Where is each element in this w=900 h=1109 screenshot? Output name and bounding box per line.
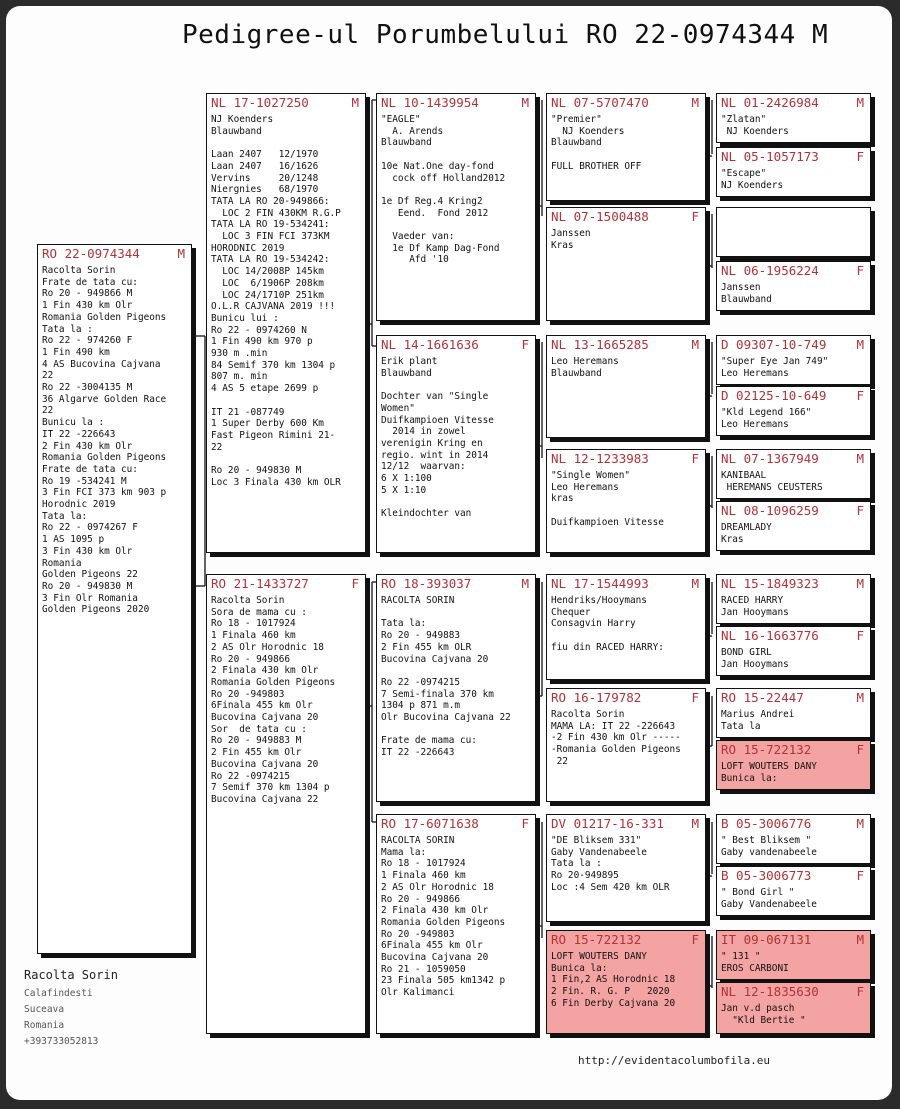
pigeon-details xyxy=(717,209,870,213)
ring-number: NL 07-1500488 xyxy=(551,209,649,224)
pigeon-card-dds xyxy=(546,814,706,922)
ring-number: RO 16-179782 xyxy=(551,690,642,705)
sex-marker: F xyxy=(856,628,864,643)
ring-number: IT 09-067131 xyxy=(721,932,812,947)
pigeon-details: "Single Women" Leo Heremans kras Duifkampioen Vitesse xyxy=(551,470,664,528)
ring-number: B 05-3006776 xyxy=(721,816,812,831)
pigeon-details: "Premier" NJ Koenders Blauwband FULL BROTHER OFF xyxy=(551,114,642,172)
pedigree-sheet xyxy=(6,6,892,1100)
ring-number: NL 14-1661636 xyxy=(381,337,479,352)
owner-country: Romania xyxy=(24,1020,65,1031)
sex-marker: F xyxy=(691,690,699,705)
pigeon-details: NJ Koenders Blauwband Laan 2407 12/1970 Laan 2407 16/1626 Vervins 20/1248 Niergnies 68/1970 TATA LA RO 20-949866: LOC 2 FIN 430KM R.G.P TATA LA RO 19-534241: LOC 3 FIN FCI 373KM HORODNIC 2019 TATA LA RO 19-534242: LOC 14/2008P 145km LOC 6/1906P 208km LOC 24/1710P 251km O.L.R CAJVANA 2019 !!! Bunicu lui : Ro 22 - 0974260 N 1 Fin 490 km 970 p 930 m .min 84 Semif 370 km 1304 p 807 m. min 4 AS 5 etape 2699 p IT 21 -087749 1 Super Derby 600 Km Fast Pigeon Rimini 21- 22 Ro 20 - 949830 M Loc 3 Finala 430 km OLR xyxy=(211,114,341,488)
pigeon-details: "EAGLE" A. Arends Blauwband 10e Nat.One day-fond cock off Holland2012 1e Df Reg.4 Kring2 Eend. Fond 2012 Vaeder van: 1e Df Kamp Dag-Fond Afd '10 xyxy=(381,114,506,266)
pigeon-details: Racolta Sorin Sora de mama cu : Ro 18 - 1017924 1 Finala 460 km 2 AS Olr Horodnic 18 Ro 20 - 949866 2 Finala 430 km Olr Romania Golden Pigeons Ro 20 -949803 6Finala 455 km Olr Bucovina Cajvana 20 Sor de tata cu : Ro 20 - 949883 M 2 Fin 455 km Olr Bucovina Cajvana 20 Ro 22 -0974215 7 Semif 370 km 1304 p Bucovina Cajvana 22 xyxy=(211,595,336,805)
pigeon-details: " 131 " EROS CARBONI xyxy=(721,951,789,974)
sex-marker: F xyxy=(856,263,864,278)
pigeon-details: Hendriks/Hooymans Chequer Consagvin Harry fiu din RACED HARRY: xyxy=(551,595,664,653)
pigeon-card-ds xyxy=(376,574,536,802)
ring-number: RO 21-1433727 xyxy=(211,576,309,591)
sex-marker: M xyxy=(856,337,864,352)
pigeon-card-dsd xyxy=(546,688,706,802)
pigeon-details: Leo Heremans Blauwband xyxy=(551,356,619,379)
pigeon-card-sdds xyxy=(716,449,871,499)
pigeon-details: BOND GIRL Jan Hooymans xyxy=(721,647,789,670)
sex-marker: F xyxy=(856,388,864,403)
ring-number: NL 08-1096259 xyxy=(721,503,819,518)
sex-marker: F xyxy=(691,451,699,466)
page-title: Pedigree-ul Porumbelului RO 22-0974344 M xyxy=(182,20,829,50)
pigeon-card-ssdd xyxy=(716,261,871,311)
owner-phone: +393733052813 xyxy=(24,1036,99,1047)
owner-locality: Calafindesti xyxy=(24,988,93,999)
pigeon-card-dsds xyxy=(716,688,871,738)
pigeon-details: "Zlatan" NJ Koenders xyxy=(721,114,789,137)
sex-marker: M xyxy=(691,95,699,110)
ring-number: RO 15-722132 xyxy=(551,932,642,947)
ring-number: NL 10-1439954 xyxy=(381,95,479,110)
pigeon-card-ddd xyxy=(546,930,706,1034)
pigeon-card-ssd xyxy=(546,207,706,321)
ring-number: RO 17-6071638 xyxy=(381,816,479,831)
sex-marker: F xyxy=(691,209,699,224)
pigeon-details: LOFT WOUTERS DANY Bunica la: 1 Fin,2 AS Horodnic 18 2 Fin. R. G. P 2020 6 Fin Derby Cajvana 20 xyxy=(551,951,676,1009)
sex-marker: M xyxy=(856,95,864,110)
pigeon-card-sddd xyxy=(716,501,871,551)
pigeon-card-sssd xyxy=(716,147,871,197)
sex-marker: M xyxy=(856,690,864,705)
ring-number: B 05-3006773 xyxy=(721,868,812,883)
ring-number: NL 07-5707470 xyxy=(551,95,649,110)
pigeon-details: RACOLTA SORIN Mama la: Ro 18 - 1017924 1 Finala 460 km 2 AS Olr Horodnic 18 Ro 20 - 949866 2 Finala 430 km Olr Romania Golden Pigeons Ro 20 -949803 6Finala 455 km Olr Bucovina Cajvana 20 Ro 21 - 1059050 23 Finala 505 km1342 p Olr Kalimanci xyxy=(381,835,506,999)
pigeon-card-ddds xyxy=(716,930,871,980)
pigeon-card-dd xyxy=(376,814,536,1034)
sex-marker: M xyxy=(856,576,864,591)
ring-number: NL 12-1835630 xyxy=(721,984,819,999)
sex-marker: M xyxy=(691,337,699,352)
website-url: http://evidentacolumbofila.eu xyxy=(578,1054,771,1067)
pigeon-details: "Super Eye Jan 749" Leo Heremans xyxy=(721,356,829,379)
pigeon-details: Jan v.d pasch "Kld Bertie " xyxy=(721,1003,806,1026)
sex-marker: F xyxy=(856,149,864,164)
pigeon-card-dsdd xyxy=(716,740,871,790)
pigeon-details: RACOLTA SORIN Tata la: Ro 20 - 949883 2 Fin 455 km OLR Bucovina Cajvana 20 Ro 22 -0974215 7 Semi-finala 370 km 1304 p 871 m.m Olr Bucovina Cajvana 22 Frate de mama cu: IT 22 -226643 xyxy=(381,595,511,759)
pigeon-card-dssd xyxy=(716,626,871,676)
pigeon-card-dss xyxy=(546,574,706,680)
ring-number: DV 01217-16-331 xyxy=(551,816,664,831)
ring-number: RO 15-22447 xyxy=(721,690,804,705)
ring-number: NL 01-2426984 xyxy=(721,95,819,110)
pigeon-details: RACED HARRY Jan Hooymans xyxy=(721,595,789,618)
sex-marker: M xyxy=(521,95,529,110)
ring-number: NL 16-1663776 xyxy=(721,628,819,643)
pigeon-card-ddss xyxy=(716,814,871,864)
pigeon-details: Marius Andrei Tata la xyxy=(721,709,795,732)
pigeon-details: Racolta Sorin MAMA LA: IT 22 -226643 -2 Fin 430 km Olr ----- -Romania Golden Pigeons 22 xyxy=(551,709,681,767)
pigeon-card-ssss xyxy=(716,93,871,143)
pigeon-details: " Bond Girl " Gaby Vandenabeele xyxy=(721,887,817,910)
sex-marker: F xyxy=(856,868,864,883)
sex-marker: F xyxy=(691,932,699,947)
pigeon-details: DREAMLADY Kras xyxy=(721,522,772,545)
ring-number: NL 15-1849323 xyxy=(721,576,819,591)
sex-marker: F xyxy=(351,576,359,591)
pigeon-details: Erik plant Blauwband Dochter van "Single Women" Duifkampioen Vitesse 2014 in zowel verenigin Kring en regio. wint in 2014 12/12 waarvan: 6 X 1:100 5 X 1:10 Kleindochter van xyxy=(381,356,494,520)
pigeon-card-dam xyxy=(206,574,366,1034)
owner-name: Racolta Sorin xyxy=(24,968,118,982)
sex-marker: F xyxy=(521,816,529,831)
ring-number: RO 22-0974344 xyxy=(42,246,140,261)
ring-number: NL 17-1544993 xyxy=(551,576,649,591)
sex-marker: M xyxy=(521,576,529,591)
ring-number: NL 12-1233983 xyxy=(551,451,649,466)
pigeon-card-sire xyxy=(206,93,366,553)
pigeon-card-sdsd xyxy=(716,386,871,436)
pigeon-details: KANIBAAL HEREMANS CEUSTERS xyxy=(721,470,823,493)
sex-marker: F xyxy=(856,742,864,757)
pigeon-details: "Kld Legend 166" Leo Heremans xyxy=(721,407,812,430)
sex-marker: F xyxy=(856,503,864,518)
sex-marker: M xyxy=(856,932,864,947)
sex-marker: M xyxy=(691,576,699,591)
ring-number: NL 07-1367949 xyxy=(721,451,819,466)
ring-number: RO 18-393037 xyxy=(381,576,472,591)
pigeon-card-sdss xyxy=(716,335,871,385)
pigeon-details: "DE Bliksem 331" Gaby Vandenabeele Tata la : Ro 20-949895 Loc :4 Sem 420 km OLR xyxy=(551,835,670,893)
pigeon-details: Janssen Blauwband xyxy=(721,282,772,305)
sex-marker: M xyxy=(856,451,864,466)
pigeon-card-ssds xyxy=(716,207,871,257)
sex-marker: M xyxy=(856,816,864,831)
ring-number: D 09307-10-749 xyxy=(721,337,827,352)
pigeon-card-dsss xyxy=(716,574,871,624)
pigeon-card-sds xyxy=(546,335,706,438)
pigeon-details: LOFT WOUTERS DANY Bunica la: xyxy=(721,761,817,784)
pigeon-card-dddd xyxy=(716,982,871,1034)
sex-marker: M xyxy=(351,95,359,110)
sex-marker: F xyxy=(856,984,864,999)
pigeon-card-sss xyxy=(546,93,706,201)
pigeon-details: "Escape" NJ Koenders xyxy=(721,168,784,191)
pigeon-details: " Best Bliksem " Gaby vandenabeele xyxy=(721,835,817,858)
pigeon-details: Racolta Sorin Frate de tata cu: Ro 20 - 949866 M 1 Fin 430 km Olr Romania Golden Pigeons Tata la : Ro 22 - 974260 F 1 Fin 490 km 4 AS Bucovina Cajvana 22 Ro 22 -3004135 M 36 Algarve Golden Race 22 Bunicu la : IT 22 -226643 2 Fin 430 km Olr Romania Golden Pigeons Frate de tata cu: Ro 19 -534241 M 3 Fin FCI 373 km 903 p Horodnic 2019 Tata la: Ro 22 - 0974267 F 1 AS 1095 p 3 Fin 430 km Olr Romania Golden Pigeons 22 Ro 20 - 949830 M 3 Fin Olr Romania Golden Pigeons 2020 xyxy=(42,265,167,616)
ring-number: NL 05-1057173 xyxy=(721,149,819,164)
ring-number: NL 06-1956224 xyxy=(721,263,819,278)
sex-marker: M xyxy=(691,816,699,831)
owner-info xyxy=(24,968,118,1050)
pigeon-card-sd xyxy=(376,335,536,553)
pigeon-card-sdd xyxy=(546,449,706,553)
ring-number: D 02125-10-649 xyxy=(721,388,827,403)
owner-county: Suceava xyxy=(24,1004,65,1015)
pigeon-card-subject xyxy=(37,244,192,954)
sex-marker: F xyxy=(521,337,529,352)
pigeon-card-ddsd xyxy=(716,866,871,916)
ring-number: NL 13-1665285 xyxy=(551,337,649,352)
ring-number: RO 15-722132 xyxy=(721,742,812,757)
ring-number: NL 17-1027250 xyxy=(211,95,309,110)
sex-marker: M xyxy=(177,246,185,261)
pigeon-card-ss xyxy=(376,93,536,321)
pigeon-details: Janssen Kras xyxy=(551,228,591,251)
